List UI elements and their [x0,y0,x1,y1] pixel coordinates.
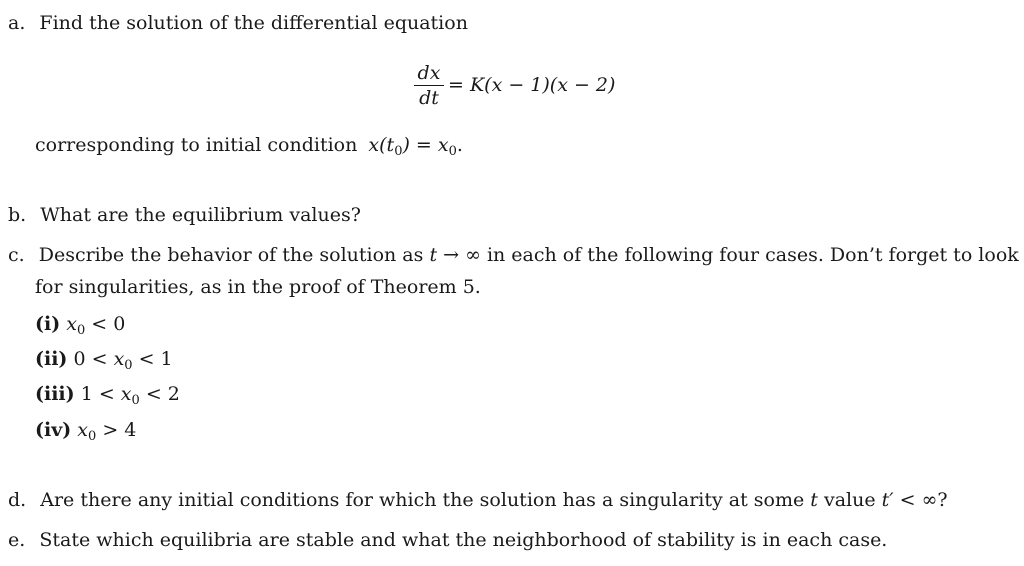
case-label: (ii) [35,348,68,370]
case-post: < 2 [139,383,180,405]
part-a-text: Find the solution of the differential equation [39,12,468,34]
part-d-text-mid: value [823,489,876,511]
case-post: > 4 [96,419,137,441]
part-c-math: t → ∞ [429,244,481,266]
case-label: (iii) [35,383,75,405]
condition-sub2: 0 [448,144,457,159]
case-sub: 0 [88,429,97,444]
part-a-condition [35,136,463,158]
part-d-math1: t [810,489,818,511]
case-i [35,315,125,337]
part-d-text-pre: Are there any initial conditions for which the solution has a singularity at some [40,489,805,511]
condition-sub: 0 [394,144,403,159]
fraction-bar [414,85,444,86]
part-c-label: c. [8,244,25,266]
case-pre: 0 < [73,348,114,370]
part-a-label: a. [8,12,26,34]
part-d-line [8,491,948,510]
part-e-label: e. [8,529,26,551]
case-ii [35,350,173,372]
part-b-line [8,206,361,225]
part-c-line1 [8,246,1019,265]
case-label: (iv) [35,419,72,441]
equation-fraction [414,62,444,109]
part-e-line [8,531,887,550]
case-var: x [113,348,125,370]
case-var: x [77,419,89,441]
case-sub: 0 [131,393,140,408]
case-label: (i) [35,313,61,335]
case-iv [35,421,136,443]
condition-end: . [456,134,463,156]
condition-mid: ) = x [402,134,449,156]
part-d-math2: t′ < ∞ [881,489,938,511]
part-a-line [8,14,468,33]
case-var: x [66,313,77,335]
equation-rhs: = K(x − 1)(x − 2) [448,74,616,96]
part-c-text-pre: Describe the behavior of the solution as [38,244,424,266]
condition-text: corresponding to initial condition [35,134,358,156]
equation-numerator: dx [417,62,441,84]
case-sub: 0 [76,323,86,338]
part-d-text-end: ? [937,489,948,511]
part-e-text: State which equilibria are stable and what the neighborhood of stability is in each case. [39,529,888,551]
part-c-text-post: in each of the following four cases. Don’t forget to look [486,244,1019,266]
case-post: < 1 [132,348,173,370]
case-pre: 1 < [80,383,121,405]
case-iii [35,385,180,407]
case-post: < 0 [85,313,126,335]
case-var: x [120,383,132,405]
part-b-text: What are the equilibrium values? [40,204,361,226]
equation-denominator: dt [419,87,439,109]
case-sub: 0 [124,358,133,373]
part-d-label: d. [8,489,27,511]
part-b-label: b. [8,204,27,226]
condition-math: x(t [368,134,395,156]
part-c-line2: for singularities, as in the proof of Theorem 5. [35,276,481,298]
